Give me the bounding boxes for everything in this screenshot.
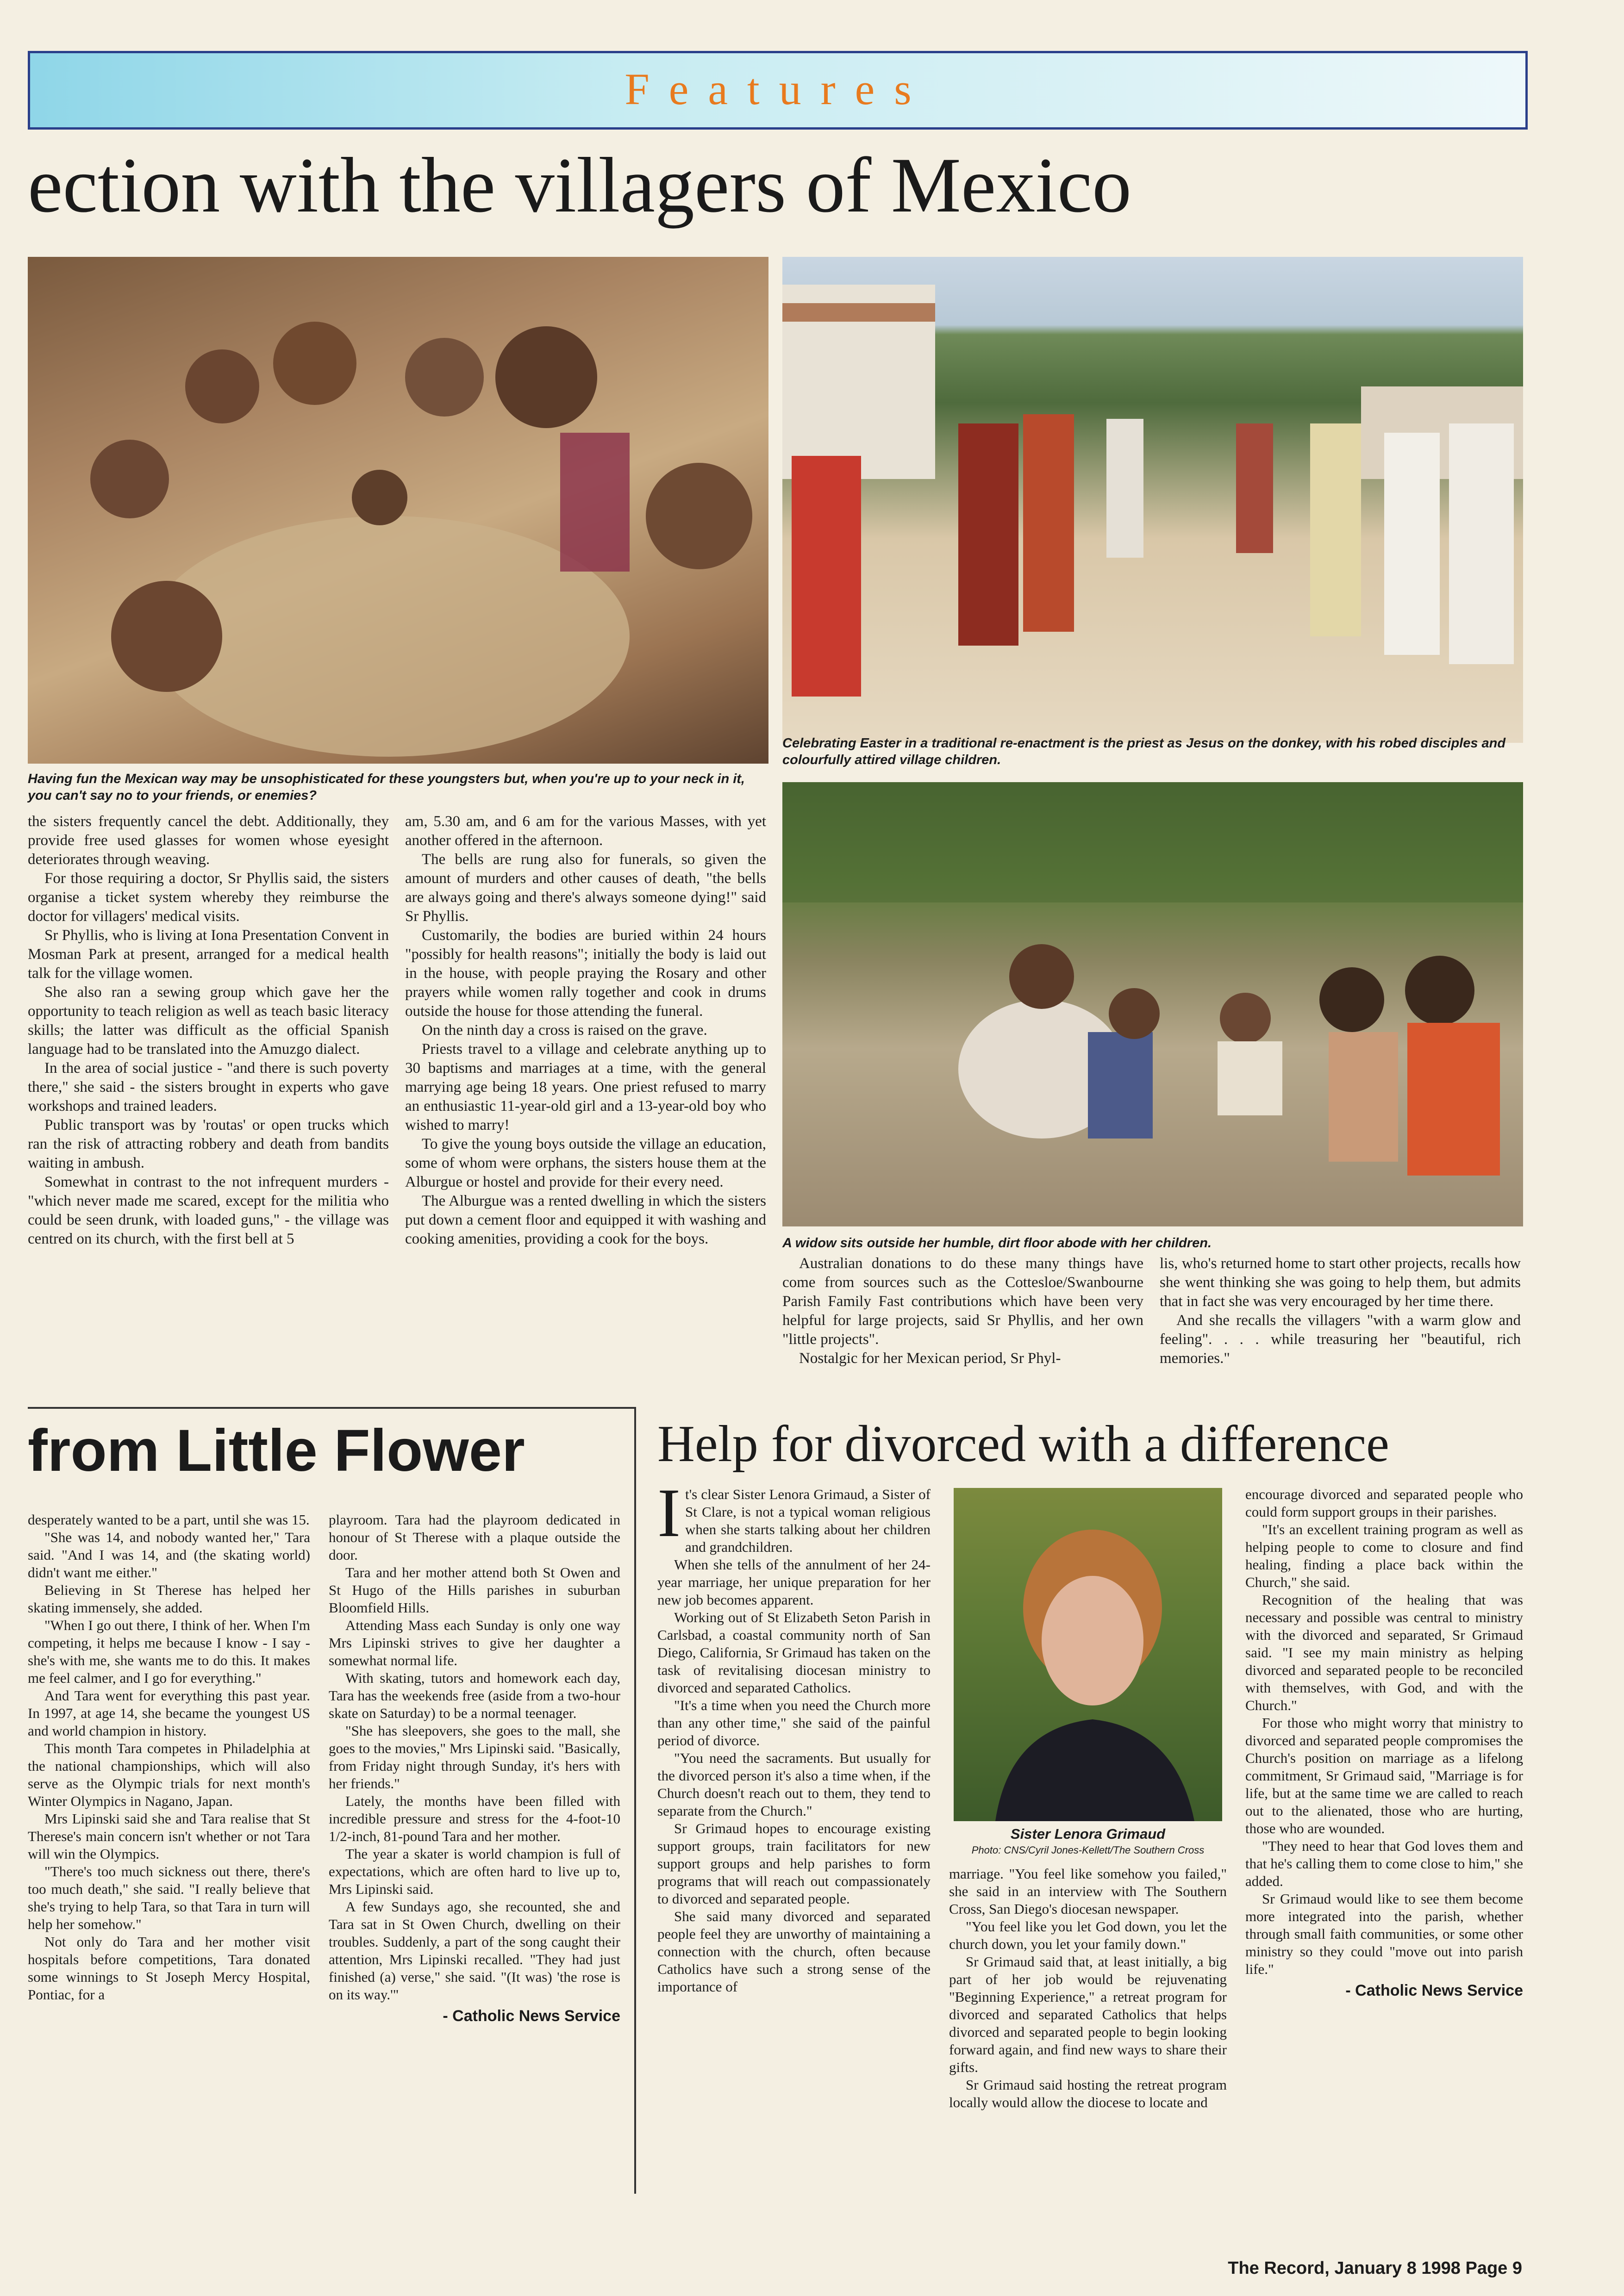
photo-widow-children [782,782,1523,1226]
paragraph: am, 5.30 am, and 6 am for the various Masses, with yet another offered in the afternoon. [405,813,766,849]
caption-photo-children: Having fun the Mexican way may be unsophisticated for these youngsters but, when you're up to your neck in it, you can't say no to your friends, or enemies? [28,772,745,803]
paragraph: Nostalgic for her Mexican period, Sr Phyl- [799,1350,1061,1367]
paragraph: The year a skater is world champion is full of expectations, which are often hard to live up to, Mrs Lipinski said. [329,1846,620,1897]
paragraph: desperately wanted to be a part, until she was 15. [28,1512,310,1528]
column-divider [634,1407,636,2194]
paragraph: A few Sundays ago, she recounted, she and Tara sat in St Owen Church, dwelling on their troubles. Suddenly, a part of the song caught their attention, Mrs Lipinski recalled. "They had just finished (a) verse," she said. "(It was) 'the rose is on its way.'" [329,1898,620,2003]
paragraph: "It's an excellent training program as well as helping people to come to closure and find healing, finding a place back within the Church," she said. [1245,1521,1523,1590]
paragraph: Sr Grimaud said hosting the retreat program locally would allow the diocese to locate and [949,2077,1227,2110]
paragraph: playroom. Tara had the playroom dedicated in honour of St Therese with a plaque outside the door. [329,1512,620,1563]
paragraph: "She was 14, and nobody wanted her," Tara said. "And I was 14, and (the skating world) didn't want me either." [28,1529,310,1580]
paragraph: "They need to hear that God loves them and that he's calling them to come close to him," she added. [1245,1838,1523,1889]
paragraph: Public transport was by 'routas' or open trucks which ran the risk of attracting robbery and death from bandits waiting in ambush. [28,1117,389,1171]
paragraph: "It's a time when you need the Church more than any other time," she said of the painful period of divorce. [657,1697,931,1748]
story1-column-4 [1160,1254,1521,1368]
paragraph: Tara and her mother attend both St Owen and St Hugo of the Hills parishes in suburban Bloomfield Hills. [329,1564,620,1616]
story2-column-1 [28,1511,310,2004]
story3-column-1 [657,1475,931,1996]
paragraph: Priests travel to a village and celebrate anything up to 30 baptisms and marriages at a time, with the general marrying age being 18 years. One priest refused to marry an enthusiastic 11-year-old girl and a 13-year-old boy who wished to marry! [405,1041,766,1133]
section-divider [28,1407,634,1409]
caption-photo-widow: A widow sits outside her humble, dirt floor abode with her children. [782,1236,1212,1251]
paragraph: The Alburgue was a rented dwelling in which the sisters put down a cement floor and equipped it with washing and cooking amenities, providing a cook for the boys. [405,1193,766,1247]
story1-column-1 [28,812,389,1249]
paragraph: marriage. "You feel like somehow you failed," she said in an interview with The Southern Cross, San Diego's diocesan newspaper. [949,1866,1227,1917]
page-footer: The Record, January 8 1998 Page 9 [1228,2259,1522,2278]
paragraph: Not only do Tara and her mother visit hospitals before competitions, Tara donated some winnings to St Joseph Mercy Hospital, Pontiac, for a [28,1934,310,2003]
paragraph: Sr Grimaud would like to see them become more integrated into the parish, whether through small faith communities, or some other ministry so they could "move out into parish life." [1245,1891,1523,1977]
paragraph: Somewhat in contrast to the not infrequent murders - "which never made me scared, except for the militia who could be seen drunk, with loaded guns," - the village was centred on its church, with the first bell at 5 [28,1174,389,1247]
lead-text: t's clear Sister Lenora Grimaud, a Sister of St Clare, is not a typical woman religious when she starts talking about her children and grandchildren. [685,1486,931,1555]
paragraph: She said many divorced and separated people feel they are unworthy of maintaining a connection with the church, often because Catholics have such a strong sense of the importance of [657,1908,931,1995]
story3-headline: Help for divorced with a difference [657,1415,1389,1473]
paragraph: "She has sleepovers, she goes to the mall, she goes to the movies," Mrs Lipinski said. "Basically, from Friday night through Sunday, it's hers with her friends." [329,1723,620,1792]
story2-headline: from Little Flower [28,1418,525,1484]
paragraph: Mrs Lipinski said she and Tara realise that St Therese's main concern isn't whether or not Tara will win the Olympics. [28,1811,310,1862]
paragraph: With skating, tutors and homework each day, Tara has the weekends free (aside from a two-hour skate on Saturday) to be a normal teenager. [329,1670,620,1721]
paragraph: And Tara went for everything this past year. In 1997, at age 14, she became the youngest US and world champion in history. [28,1687,310,1739]
paragraph: "There's too much sickness out there, there's too much death," she said. "I really believe that she's trying to help Tara, so that Tara in turn will help her somehow." [28,1863,310,1932]
story3-credit: - Catholic News Service [1345,1982,1523,1999]
section-title: Features [625,64,931,114]
story2-credit: - Catholic News Service [443,2007,620,2025]
section-banner [28,51,1528,130]
paragraph: "You need the sacraments. But usually for the divorced person it's also a time when, if the Church doesn't reach out to them, they tend to separate from the Church." [657,1750,931,1819]
portrait-sister-lenora [954,1488,1222,1821]
paragraph: In the area of social justice - "and there is such poverty there," she said - the sisters brought in experts who gave workshops and trained leaders. [28,1060,389,1114]
paragraph: encourage divorced and separated people who could form support groups in their parishes. [1245,1486,1523,1520]
story3-column-3 [1245,1486,1523,1999]
story3-column-2 [949,1865,1227,2111]
paragraph: Working out of St Elizabeth Seton Parish in Carlsbad, a coastal community north of San Diego, California, Sr Grimaud has taken on the task of revitalising diocesan ministry to divorced and separated Catholics. [657,1609,931,1696]
paragraph: This month Tara competes in Philadelphia at the national championships, which will also serve as the Olympic trials for next month's Winter Olympics in Nagano, Japan. [28,1740,310,1809]
paragraph: Attending Mass each Sunday is only one way Mrs Lipinski strives to give her daughter a somewhat normal life. [329,1617,620,1668]
paragraph: Australian donations to do these many things have come from sources such as the Cottesloe/Swanbourne Parish Family Fast contributions which have been very helpful for large projects, said Sr Phyllis, and her own "little projects". [782,1255,1143,1348]
paragraph: "You feel like you let God down, you let the church down, you let your family down." [949,1918,1227,1952]
paragraph: the sisters frequently cancel the debt. Additionally, they provide free used glasses for women whose eyesight deteriorates through weaving. [28,813,389,868]
paragraph: And she recalls the villagers "with a warm glow and feeling". . . . while treasuring her "beautiful, rich memories." [1160,1312,1521,1367]
paragraph: lis, who's returned home to start other projects, recalls how she went thinking she was going to help them, but admits that in fact she was very encouraged by her time there. [1160,1255,1521,1310]
paragraph: Sr Grimaud said that, at least initially, a big part of her job would be rejuvenating "Beginning Experience," a retreat program for divorced and separated Catholics that helps divorced and separated people to begin looking forward again, and find new ways to share their gifts. [949,1954,1227,2075]
paragraph: On the ninth day a cross is raised on the grave. [422,1022,707,1039]
photo-easter-procession [782,257,1523,743]
main-headline: ection with the villagers of Mexico [28,142,1132,229]
paragraph: She also ran a sewing group which gave her the opportunity to teach religion as well as teach basic literacy skills; the latter was difficult as the official Spanish language had to be translated into the Amuzgo dialect. [28,984,389,1058]
caption-photo-easter: Celebrating Easter in a traditional re-enactment is the priest as Jesus on the donkey, with his robed disciples and colourfully attired village children. [782,736,1506,767]
story1-column-3 [782,1254,1143,1368]
story1-column-2 [405,812,766,1249]
paragraph: Lately, the months have been filled with incredible pressure and stress for the 4-foot-10 1/2-inch, 81-pound Tara and her mother. [329,1793,620,1844]
paragraph: Believing in St Therese has helped her skating immensely, she added. [28,1582,310,1616]
dropcap: I [657,1475,681,1551]
paragraph [657,1475,931,1556]
paragraph: To give the young boys outside the village an education, some of whom were orphans, the sisters house them at the Alburgue or hostel and provide for their every need. [405,1136,766,1190]
portrait-credit: Photo: CNS/Cyril Jones-Kellett/The Southern Cross [971,1844,1205,1856]
paragraph: Customarily, the bodies are buried within 24 hours "possibly for health reasons"; initially the body is laid out in the house, with people praying the Rosary and other prayers while women rally together and cook in drums outside the house for those attending the funeral. [405,927,766,1020]
paragraph: For those who might worry that ministry to divorced and separated people compromises the Church's position on marriage as a lifelong commitment, Sr Grimaud said, "Marriage is for life, but at the same time we are called to reach out to the alienated, those who are hurting, those who are wounded. [1245,1715,1523,1836]
paragraph: When she tells of the annulment of her 24-year marriage, her unique preparation for her new job becomes apparent. [657,1556,931,1608]
portrait-name: Sister Lenora Grimaud [1010,1826,1166,1842]
paragraph: "When I go out there, I think of her. When I'm competing, it helps me because I know - I say - she's with me, she wants me to do this. It makes me feel calmer, and I go for everything." [28,1617,310,1686]
paragraph: The bells are rung also for funerals, so given the amount of murders and other causes of death, "the bells are always going and there's always someone dying!" said Sr Phyllis. [405,851,766,925]
paragraph: Sr Phyllis, who is living at Iona Presentation Convent in Mosman Park at present, arranged for a medical health talk for the village women. [28,927,389,982]
paragraph: Sr Grimaud hopes to encourage existing support groups, train facilitators for new support groups and help parishes to form programs that will reach out compassionately to divorced and separated people. [657,1820,931,1907]
paragraph: Recognition of the healing that was necessary and possible was central to ministry with the divorced and separated, Sr Grimaud said. "I see my main ministry as helping divorced and separated people to be reconciled with themselves, with God, and with the Church." [1245,1592,1523,1713]
photo-children-sand [28,257,768,764]
paragraph: For those requiring a doctor, Sr Phyllis said, the sisters organise a ticket system whereby they reimburse the doctor for villagers' medical visits. [28,870,389,925]
story2-column-2 [329,1511,620,2025]
